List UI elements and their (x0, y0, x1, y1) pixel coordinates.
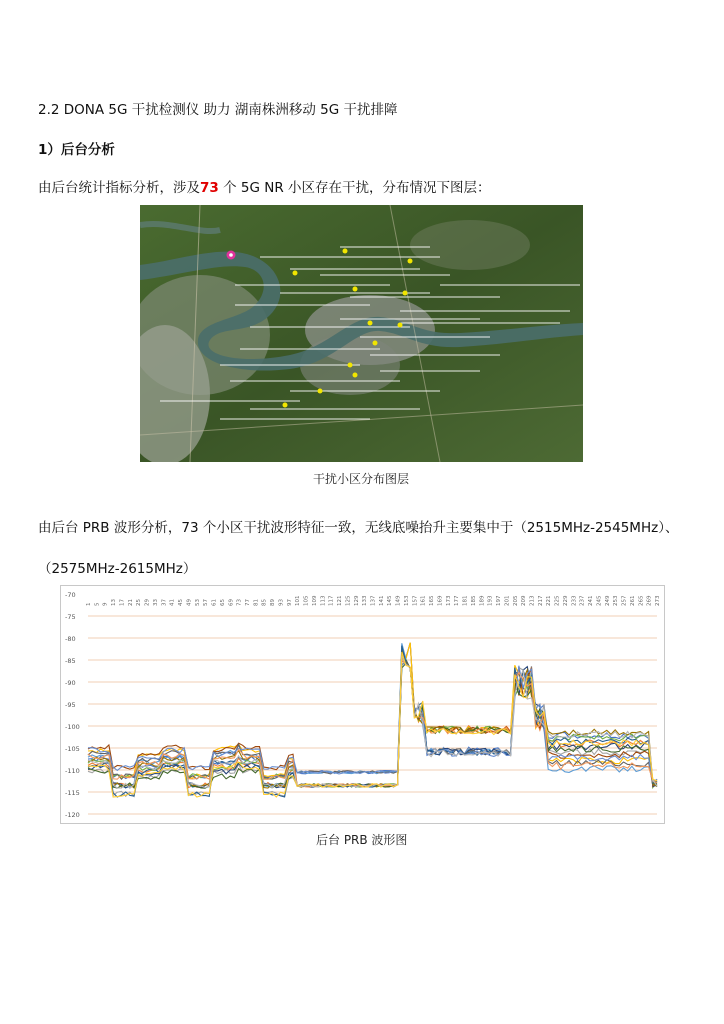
x-tick-label: 45 (178, 599, 185, 606)
y-tick-label: -75 (65, 613, 76, 621)
x-tick-label: 41 (169, 599, 176, 606)
y-tick-label: -80 (65, 635, 76, 643)
x-tick-label: 257 (621, 595, 628, 606)
y-tick-label: -105 (65, 745, 80, 753)
x-tick-label: 245 (596, 595, 603, 606)
x-tick-label: 165 (429, 595, 436, 606)
x-tick-label: 237 (579, 595, 586, 606)
x-tick-label: 53 (194, 599, 201, 606)
x-tick-label: 37 (161, 599, 168, 606)
y-tick-label: -110 (65, 767, 80, 775)
x-tick-label: 5 (94, 602, 101, 606)
subheading: 1）后台分析 (38, 142, 115, 158)
x-tick-label: 229 (562, 595, 569, 606)
x-tick-label: 197 (496, 595, 503, 606)
x-tick-label: 149 (395, 595, 402, 606)
satellite-map-image (140, 205, 583, 462)
x-tick-label: 13 (111, 599, 118, 606)
interference-cell-map (140, 205, 583, 462)
paragraph-2-line-2: （2575MHz-2615MHz） (38, 561, 197, 577)
y-tick-label: -100 (65, 723, 80, 731)
x-tick-label: 161 (420, 595, 427, 606)
x-tick-label: 77 (244, 599, 251, 606)
x-tick-label: 137 (370, 595, 377, 606)
y-tick-label: -70 (65, 591, 76, 599)
x-tick-label: 9 (102, 602, 109, 606)
x-tick-label: 253 (613, 595, 620, 606)
x-tick-label: 181 (462, 595, 469, 606)
x-tick-label: 177 (454, 595, 461, 606)
prb-chart-svg (61, 586, 664, 823)
x-tick-label: 201 (504, 595, 511, 606)
paragraph-1-text-after: 个 5G NR 小区存在干扰，分布情况下图层： (218, 180, 491, 196)
x-tick-label: 73 (236, 599, 243, 606)
x-tick-label: 17 (119, 599, 126, 606)
prb-series-line (88, 643, 657, 788)
x-tick-label: 33 (152, 599, 159, 606)
x-tick-label: 81 (253, 599, 260, 606)
y-tick-label: -95 (65, 701, 76, 709)
x-tick-label: 217 (537, 595, 544, 606)
prb-waveform-chart (60, 585, 665, 824)
x-tick-label: 265 (638, 595, 645, 606)
y-tick-label: -85 (65, 657, 76, 665)
y-tick-label: -90 (65, 679, 76, 687)
x-tick-label: 85 (261, 599, 268, 606)
x-tick-label: 117 (328, 595, 335, 606)
x-tick-label: 113 (320, 595, 327, 606)
x-tick-label: 225 (554, 595, 561, 606)
paragraph-1-text-before: 由后台统计指标分析，涉及 (38, 180, 200, 196)
x-tick-label: 261 (629, 595, 636, 606)
x-tick-label: 213 (529, 595, 536, 606)
x-tick-label: 121 (337, 595, 344, 606)
x-tick-label: 25 (136, 599, 143, 606)
location-pin-icon (227, 251, 236, 260)
paragraph-2-line-1: 由后台 PRB 波形分析，73 个小区干扰波形特征一致，无线底噪抬升主要集中于（2515MHz-2545MHz）、 (38, 520, 679, 536)
x-tick-label: 129 (353, 595, 360, 606)
prb-series-line (88, 646, 657, 797)
affected-cell-count: 73 (200, 180, 219, 196)
x-tick-label: 141 (378, 595, 385, 606)
x-tick-label: 69 (228, 599, 235, 606)
x-tick-label: 101 (295, 595, 302, 606)
x-tick-label: 21 (127, 599, 134, 606)
x-tick-label: 93 (278, 599, 285, 606)
x-tick-label: 145 (387, 595, 394, 606)
prb-series-line (88, 652, 657, 797)
x-tick-label: 241 (588, 595, 595, 606)
section-heading: 2.2 DONA 5G 干扰检测仪 助力 湖南株洲移动 5G 干扰排障 (38, 102, 398, 118)
x-tick-label: 209 (521, 595, 528, 606)
x-tick-label: 233 (571, 595, 578, 606)
chart-caption: 后台 PRB 波形图 (316, 833, 408, 847)
x-tick-label: 57 (203, 599, 210, 606)
x-tick-label: 29 (144, 599, 151, 606)
x-tick-label: 153 (403, 595, 410, 606)
y-axis-ticks (65, 591, 80, 819)
x-tick-label: 273 (655, 595, 661, 606)
prb-series-line (88, 643, 657, 783)
x-tick-label: 133 (362, 595, 369, 606)
x-tick-label: 61 (211, 599, 218, 606)
x-tick-label: 269 (646, 595, 653, 606)
x-tick-label: 89 (270, 599, 277, 606)
x-tick-label: 221 (546, 595, 553, 606)
x-tick-label: 109 (311, 595, 318, 606)
y-tick-label: -120 (65, 811, 80, 819)
x-tick-label: 185 (470, 595, 477, 606)
x-tick-label: 173 (445, 595, 452, 606)
x-tick-label: 105 (303, 595, 310, 606)
y-tick-label: -115 (65, 789, 80, 797)
x-tick-label: 65 (219, 599, 226, 606)
x-tick-label: 157 (412, 595, 419, 606)
x-tick-label: 249 (604, 595, 611, 606)
x-tick-label: 189 (479, 595, 486, 606)
x-tick-label: 1 (86, 602, 92, 606)
paragraph-1 (38, 176, 491, 196)
x-tick-label: 193 (487, 595, 494, 606)
x-tick-label: 49 (186, 599, 193, 606)
map-caption: 干扰小区分布图层 (313, 472, 410, 486)
series-lines (88, 643, 657, 797)
x-tick-label: 169 (437, 595, 444, 606)
x-tick-label: 97 (286, 599, 293, 606)
x-axis-ticks (86, 595, 661, 606)
x-tick-label: 125 (345, 595, 352, 606)
x-tick-label: 205 (512, 595, 519, 606)
